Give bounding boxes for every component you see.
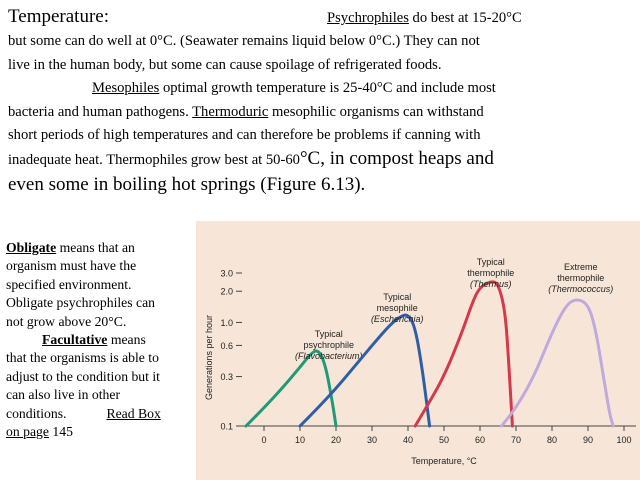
text-fragment: means (107, 332, 146, 348)
x-tick-label: 60 (474, 435, 486, 445)
text-line: but some can do well at 0°C. (Seawater remains liquid below 0°C.) They can not (8, 33, 480, 50)
text-line: specified environment. (6, 276, 132, 292)
main-paragraph (8, 5, 634, 196)
read-box-link[interactable]: Read Box (106, 405, 161, 421)
series-label: (Thermococcus) (548, 284, 614, 294)
y-tick-label: 2.0 (220, 286, 233, 297)
text-line: short periods of high temperatures and can therefore be problems if canning with (8, 127, 481, 144)
text-fragment: optimal growth temperature is 25-40°C and include most (159, 80, 496, 97)
y-axis-title: Generations per hour (204, 314, 214, 401)
text-fragment: °C, in compost heaps and (299, 148, 494, 170)
page-link[interactable]: on page (6, 424, 49, 440)
x-tick-label: 100 (616, 435, 632, 445)
text-line (8, 5, 634, 30)
text-fragment: means that an (56, 240, 135, 255)
text-line (6, 331, 190, 349)
side-paragraph (6, 239, 190, 441)
x-tick-label: 10 (294, 435, 306, 445)
text-line (8, 147, 634, 172)
series-label: Typical (314, 329, 343, 339)
x-tick-label: 80 (546, 435, 558, 445)
y-tick-label: 0.6 (220, 340, 233, 351)
x-tick-label: 90 (582, 435, 594, 445)
series-label: Typical (476, 257, 505, 267)
series-label: (Escherichia) (370, 314, 424, 324)
text-line: even some in boiling hot springs (Figure 6.13). (8, 173, 366, 195)
text-fragment: inadequate heat. Thermophiles grow best at 50-60 (8, 152, 300, 169)
facultative-term: Facultative (42, 332, 108, 348)
x-tick-label: 0 (261, 435, 267, 445)
text-line: adjust to the condition but it (6, 368, 160, 384)
y-tick-label: 0.3 (220, 372, 233, 383)
text-line: live in the human body, but some can cause spoilage of refrigerated foods. (8, 56, 442, 73)
series-label: Extreme (564, 262, 598, 272)
x-tick-label: 50 (438, 435, 450, 445)
text-line (6, 239, 190, 257)
text-line: that the organisms is able to (6, 350, 159, 366)
text-line: not grow above 20°C. (6, 313, 127, 329)
series-label: Typical (383, 292, 412, 302)
y-tick-label: 3.0 (220, 268, 233, 279)
x-tick-label: 40 (402, 435, 414, 445)
y-tick-label: 1.0 (220, 317, 233, 328)
temperature-heading: Temperature: (8, 6, 110, 27)
series-label: thermophile (557, 273, 605, 283)
text-line (8, 77, 634, 100)
thermoduric-term: Thermoduric (192, 103, 269, 120)
text-fragment: mesophilic organisms can withstand (268, 103, 484, 120)
text-line: Obligate psychrophiles can (6, 295, 155, 311)
text-line (6, 405, 190, 423)
text-fragment: do best at 15-20°C (408, 10, 522, 26)
y-tick-label: 0.1 (220, 421, 233, 432)
x-tick-label: 70 (510, 435, 522, 445)
text-line: organism must have the (6, 258, 137, 274)
text-fragment: bacteria and human pathogens. (8, 103, 193, 120)
series-label: (Flavobacterium) (295, 351, 363, 361)
x-tick-label: 20 (330, 435, 342, 445)
psychrophiles-term: Psychrophiles (327, 10, 409, 26)
growth-rate-chart (196, 221, 640, 480)
x-axis-title: Temperature, °C (411, 456, 477, 466)
series-label: psychrophile (303, 340, 355, 350)
series-label: thermophile (467, 268, 515, 278)
text-line: can also live in other (6, 387, 121, 403)
text-fragment: conditions. (6, 405, 67, 421)
obligate-term: Obligate (6, 240, 57, 255)
text-fragment: 145 (48, 424, 73, 440)
text-line (6, 423, 190, 441)
mesophiles-term: Mesophiles (92, 80, 160, 97)
text-line (8, 101, 634, 124)
series-label: mesophile (376, 303, 418, 313)
x-tick-label: 30 (366, 435, 378, 445)
series-label: (Thermus) (470, 279, 512, 289)
